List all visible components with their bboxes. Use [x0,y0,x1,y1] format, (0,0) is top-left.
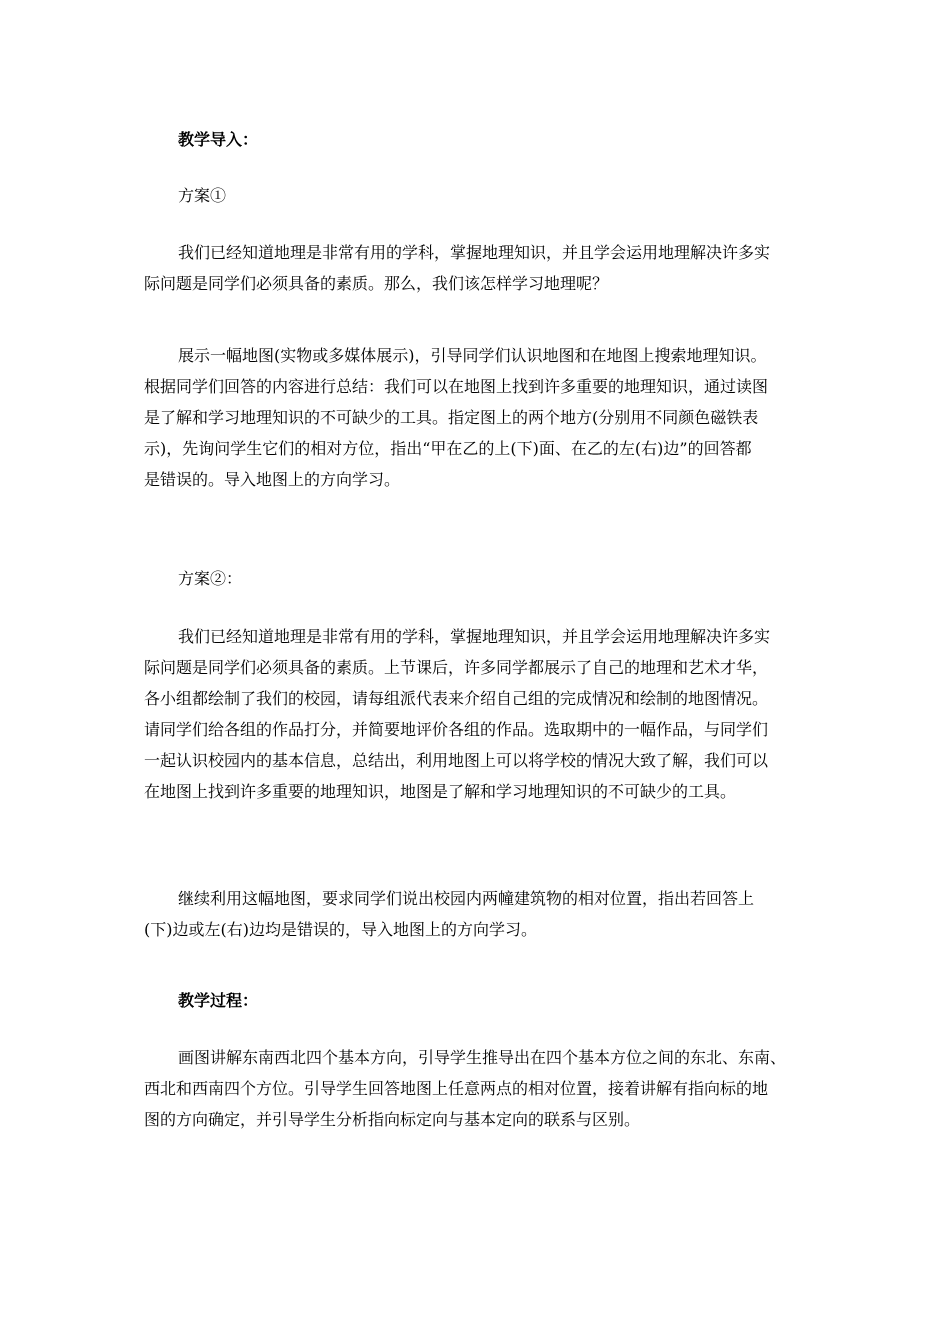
process-heading: 教学过程： [178,991,259,1010]
plan2-paragraph-1: 我们已经知道地理是非常有用的学科，掌握地理知识，并且学会运用地理解决许多实 际问题是同学们必须具备的素质。上节课后，许多同学都展示了自己的地理和艺术才华， 各小组都绘制了我们的校园，请每组派代表来介绍自己组的完成情况和绘制的地图情况。 请同学们给各组的作品打分，并简要地评价各组的作品。选取期中的一幅作品，与同学们 一起认识校园内的基本信息，总结出，利用地图上可以将学校的情况大致了解，我们可以 在地图上找到许多重要的地理知识，地图是了解和学习地理知识的不可缺少的工具。 [144,627,771,801]
plan2-paragraph-2: 继续利用这幅地图，要求同学们说出校园内两幢建筑物的相对位置，指出若回答上 (下)边或左(右)边均是错误的，导入地图上的方向学习。 [144,889,755,939]
plan1-paragraph-2: 展示一幅地图(实物或多媒体展示)，引导同学们认识地图和在地图上搜索地理知识。 根据同学们回答的内容进行总结：我们可以在地图上找到许多重要的地理知识，通过读图 是了解和学习地理知识的不可缺少的工具。指定图上的两个地方(分别用不同颜色磁铁表 示)，先询问学生它们的相对方位，指出“甲在乙的上(下)面、在乙的左(右)边”的回答都 是错误的。导入地图上的方向学习。 [144,346,769,489]
process-paragraph-1: 画图讲解东南西北四个基本方向，引导学生推导出在四个基本方位之间的东北、东南、 西北和西南四个方位。引导学生回答地图上任意两点的相对位置，接着讲解有指向标的地 图的方向确定，并引导学生分析指向标定向与基本定向的联系与区别。 [144,1048,787,1129]
intro-heading: 教学导入： [178,130,259,149]
plan2-label: 方案②： [178,569,243,588]
plan1-paragraph-1: 我们已经知道地理是非常有用的学科，掌握地理知识，并且学会运用地理解决许多实 际问题是同学们必须具备的素质。那么，我们该怎样学习地理呢？ [144,243,771,293]
plan1-label: 方案① [178,186,227,205]
